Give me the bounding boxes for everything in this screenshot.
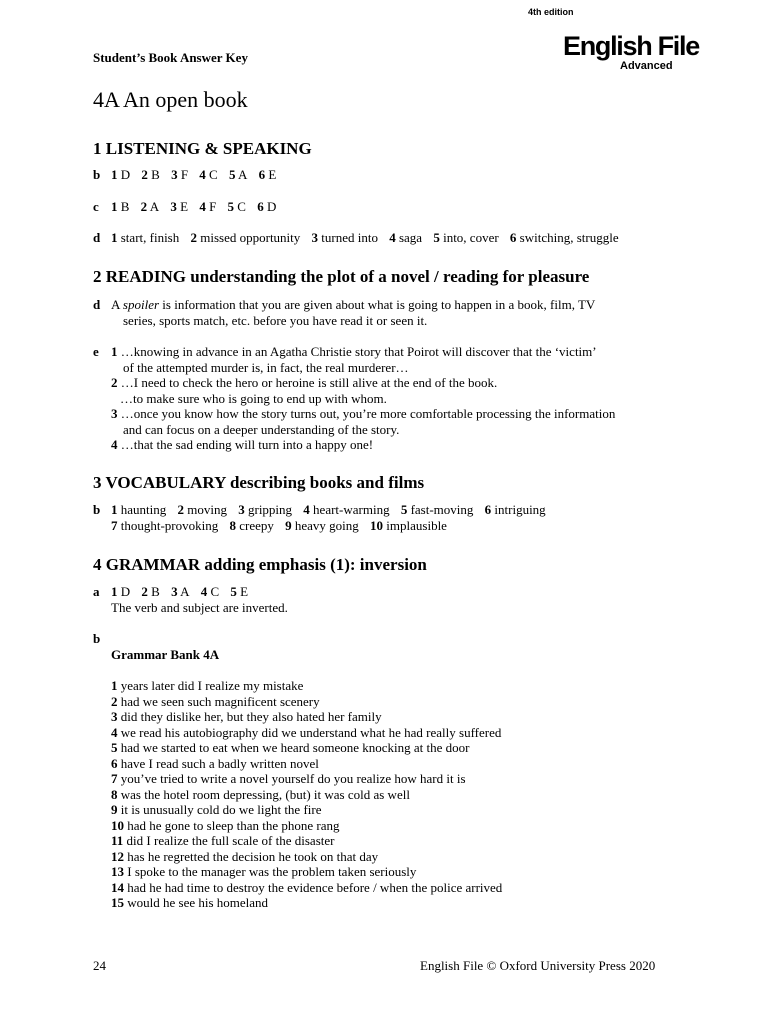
answer-item: 2 B [141, 167, 160, 182]
answer-item: 6 D [257, 199, 277, 214]
grammar-bank-title: Grammar Bank 4A [111, 647, 220, 662]
answer-item: 1 D [111, 584, 131, 599]
answer-item: 6 intriguing [484, 502, 546, 517]
answer-item: 5 into, cover [433, 230, 499, 245]
list-item: 1 years later did I realize my mistake [111, 678, 304, 693]
exercise-letter: b [93, 631, 101, 646]
answer-item: 1 start, finish [111, 230, 180, 245]
answer-item: 6 switching, struggle [509, 230, 619, 245]
text-line [111, 518, 546, 534]
exercise-letter: a [93, 584, 100, 599]
list-item: 11 did I realize the full scale of the disaster [111, 833, 335, 848]
text-line: 2 …I need to check the hero or heroine is still alive at the end of the book. [111, 375, 498, 390]
exercise-letter: e [93, 344, 99, 359]
list-item: 14 had he had time to destroy the evidence before / when the police arrived [111, 879, 503, 895]
text-line [111, 502, 546, 518]
answer-item: 3 gripping [238, 502, 293, 517]
answer-item: 3 F [171, 167, 189, 182]
text-line: of the attempted murder is, in fact, the real murderer… [123, 359, 409, 375]
page-number: 24 [93, 958, 106, 973]
text-line: series, sports match, etc. before you have read it or seen it. [123, 312, 428, 328]
text-line [111, 584, 288, 600]
answer-block-s4-a [111, 584, 288, 615]
header-label: Student’s Book Answer Key [93, 50, 248, 65]
answer-item: 4 C [199, 167, 218, 182]
answer-item: 4 saga [389, 230, 423, 245]
spoiler-term: spoiler [122, 297, 160, 312]
answer-item: 4 heart-warming [303, 502, 390, 517]
answer-item: 8 creepy [229, 517, 274, 533]
list-item: 2 had we seen such magnificent scenery [111, 693, 320, 709]
answer-item: 10 implausible [370, 517, 447, 533]
list-item: 6 have I read such a badly written novel [111, 755, 319, 771]
list-item: 8 was the hotel room depressing, (but) it was cold as well [111, 786, 410, 802]
answer-block-s2-e [111, 344, 615, 453]
answer-item: 1 B [111, 199, 130, 214]
answer-item: 4 F [199, 199, 217, 214]
answer-item: 3 turned into [311, 230, 378, 245]
exercise-letter: b [93, 167, 101, 182]
exercise-letter: c [93, 199, 99, 214]
answer-block-s3-b [111, 502, 546, 533]
answer-item: 1 haunting [111, 502, 167, 517]
brand-logo [563, 31, 723, 72]
list-item: 15 would he see his homeland [111, 895, 269, 910]
answer-item: 1 D [111, 167, 131, 182]
brand-name: English File [563, 31, 699, 61]
answer-item: 2 B [141, 584, 160, 599]
text-line: 4 …that the sad ending will turn into a happy one! [111, 437, 374, 452]
exercise-letter: b [93, 502, 101, 517]
answer-item: 5 fast-moving [400, 502, 474, 517]
list-item: 10 had he gone to sleep than the phone rang [111, 817, 340, 833]
text-line: …to make sure who is going to end up with whom. [120, 390, 387, 406]
answer-item: 3 E [170, 199, 189, 214]
text-line: 1 …knowing in advance in an Agatha Christie story that Poirot will discover that the ‘victim’ [111, 344, 597, 359]
exercise-letter: d [93, 230, 101, 245]
exercise-letter: d [93, 297, 101, 312]
text-line: A spoiler is information that you are given about what is going to happen in a book, film, TV [111, 297, 596, 312]
list-item: 12 has he regretted the decision he took on that day [111, 848, 379, 864]
edition-label: 4th edition [528, 7, 574, 17]
copyright: English File © Oxford University Press 2020 [420, 958, 656, 973]
answer-line-s1-d [111, 230, 619, 246]
answer-block-s2-d [111, 297, 595, 328]
answer-item: 2 A [140, 199, 160, 214]
page-title: 4A An open book [93, 87, 248, 112]
answer-item: 4 C [200, 584, 220, 599]
answer-item: 2 moving [177, 502, 227, 517]
answer-item: 2 missed opportunity [190, 230, 301, 245]
grammar-bank-list [111, 678, 502, 911]
text-line: The verb and subject are inverted. [111, 599, 288, 615]
brand-level: Advanced [620, 60, 673, 72]
list-item: 7 you’ve tried to write a novel yourself do you realize how hard it is [111, 771, 466, 786]
answer-item: 3 A [171, 584, 190, 599]
text-line: and can focus on a deeper understanding of the story. [123, 421, 400, 437]
section-3-title: 3 VOCABULARY describing books and films [93, 473, 425, 492]
answer-item: 5 E [230, 584, 249, 599]
text-line: 3 …once you know how the story turns out, you’re more comfortable processing the information [111, 406, 616, 421]
answer-line-s1-b [111, 167, 276, 183]
list-item: 3 did they dislike her, but they also hated her family [111, 709, 382, 724]
section-4-title: 4 GRAMMAR adding emphasis (1): inversion [93, 555, 427, 574]
answer-item: 6 E [258, 167, 277, 182]
answer-line-s1-c [111, 199, 276, 215]
answer-item: 5 A [228, 167, 248, 182]
answer-item: 5 C [227, 199, 246, 214]
answer-item: 7 thought-provoking [111, 517, 219, 533]
list-item: 13 I spoke to the manager was the problem taken seriously [111, 864, 417, 879]
answer-item: 9 heavy going [285, 517, 359, 533]
list-item: 5 had we started to eat when we heard someone knocking at the door [111, 740, 470, 755]
list-item: 9 it is unusually cold do we light the fire [111, 802, 322, 817]
section-1-title: 1 LISTENING & SPEAKING [93, 139, 312, 158]
section-2-title: 2 READING understanding the plot of a novel / reading for pleasure [93, 267, 590, 286]
list-item: 4 we read his autobiography did we understand what he had really suffered [111, 724, 502, 740]
